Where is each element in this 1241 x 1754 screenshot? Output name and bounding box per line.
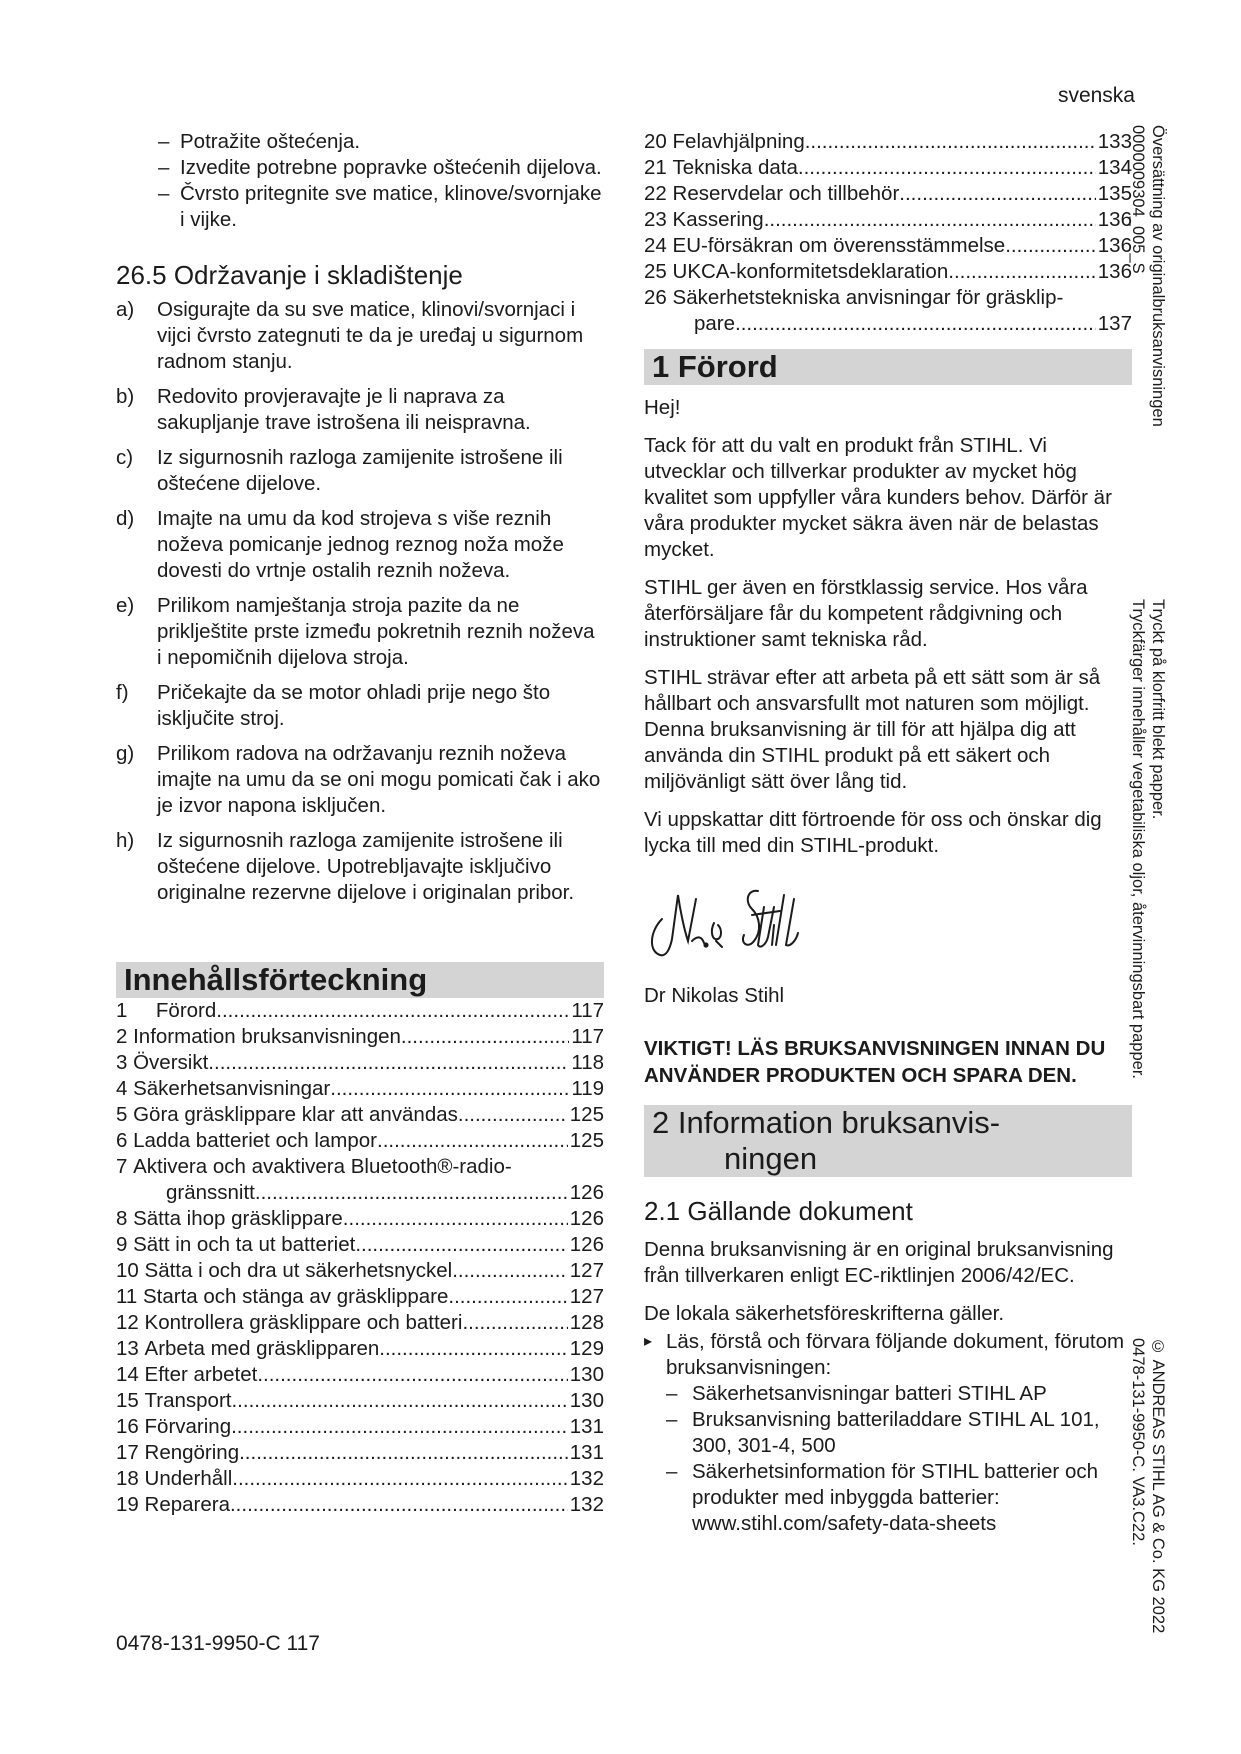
toc-number: 17 [116,1441,139,1464]
item-text: Redovito provjeravajte je li naprava za sakupljanje trave istrošena ili neispravna. [157,385,531,434]
toc-page: 126 [569,1181,604,1204]
info-heading [644,1105,1132,1177]
item-label: b) [116,385,135,408]
paragraph: Tack för att du valt en produkt från STIHL. Vi utvecklar och tillverkar produkter av mycket hög kvalitet som uppfyller våra kunders behov. Därför är våra produkter mycket säkra även när de belastas mycket. [644,434,1112,561]
toc-page: 125 [569,1103,604,1126]
toc-number: 22 [644,182,667,205]
item-text: Iz sigurnosnih razloga zamijenite istrošene ili oštećene dijelove. [157,446,563,495]
toc-number: 10 [116,1259,139,1282]
toc-entry[interactable] [644,259,1132,285]
toc-leader [764,207,1096,233]
toc-entry[interactable] [116,1492,604,1518]
side-note-line: Översättning av originalbruksanvisningen [1149,125,1167,427]
item-label: c) [116,446,134,469]
damage-check-list [116,129,604,233]
toc-title: Reparera [144,1493,230,1516]
toc-page: 131 [569,1441,604,1464]
toc-page: 136 [1097,234,1132,257]
paragraph: De lokala säkerhetsföreskrifterna gäller. [644,1302,1005,1325]
page-footer: 0478-131-9950-C 117 [116,1632,320,1655]
list-item [116,445,604,497]
toc-title: Förord [155,999,217,1022]
item-label: a) [116,298,135,321]
list-item: – Säkerhetsanvisningar batteri STIHL AP [666,1381,1132,1407]
toc-page: 127 [569,1259,604,1282]
toc-leader [462,1310,567,1336]
toc-page: 118 [571,1051,604,1074]
toc-leader [257,1362,567,1388]
toc-title: Information bruksanvisningen [133,1025,401,1048]
toc-entry[interactable] [116,1024,604,1050]
toc-title: Ladda batteriet och lampor [133,1129,377,1152]
toc-title: Efter arbetet [144,1363,258,1386]
toc-leader [208,1050,569,1076]
toc-page: 132 [569,1493,604,1516]
toc-leader [899,181,1096,207]
item-label: d) [116,507,135,530]
page-language: svenska [1057,84,1135,107]
toc-entry[interactable] [644,155,1132,181]
toc-entry-continuation [116,1180,604,1206]
table-of-contents-continued [644,129,1132,337]
toc-title: Felavhjälpning [672,130,805,153]
toc-entry[interactable] [116,1128,604,1154]
toc-number: 26 [644,286,667,309]
list-item: – Čvrsto pritegnite sve matice, klinove/svornjake i vijke. [116,181,604,233]
toc-page: 125 [569,1129,604,1152]
right-column [644,129,1132,1537]
toc-title: Sätta i och dra ut säkerhetsnyckel [144,1259,453,1282]
toc-entry[interactable] [644,207,1132,233]
paragraph: Vi uppskattar ditt förtroende för oss och önskar dig lycka till med din STIHL-produkt. [644,808,1102,857]
toc-entry[interactable] [644,129,1132,155]
toc-entry[interactable] [116,1414,604,1440]
toc-number: 25 [644,260,667,283]
toc-page: 132 [569,1467,604,1490]
toc-entry[interactable] [116,1258,604,1284]
table-of-contents [116,998,604,1518]
list-item [116,593,604,671]
toc-leader [239,1440,568,1466]
toc-number: 16 [116,1415,139,1438]
list-item [116,680,604,732]
toc-leader [343,1206,568,1232]
list-item [116,384,604,436]
info-heading-line: ningen [724,1141,818,1176]
toc-entry[interactable] [116,1310,604,1336]
toc-page: 130 [569,1363,604,1386]
toc-entry[interactable] [116,1440,604,1466]
section-title: 26.5 Održavanje i skladištenje [116,260,463,290]
paragraph: Denna bruksanvisning är en original bruksanvisning från tillverkaren enligt EC-riktlinjen 2006/42/EC. [644,1238,1114,1287]
item-label: f) [116,681,129,704]
toc-entry[interactable] [116,1284,604,1310]
foreword-heading: 1 Förord [644,349,1132,385]
toc-leader [458,1102,568,1128]
toc-number: 21 [644,156,667,179]
toc-leader [377,1128,568,1154]
toc-title: Sätt in och ta ut batteriet [133,1233,356,1256]
signature-image [644,879,1132,969]
toc-number: 2 [116,1025,128,1048]
toc-entry[interactable] [116,1102,604,1128]
documents-list [644,1329,1132,1537]
side-note-line: Tryckt på klorfritt blekt papper. [1149,599,1167,820]
toc-number: 9 [116,1233,128,1256]
toc-title: Översikt [133,1051,209,1074]
toc-number: 14 [116,1363,139,1386]
list-item: – Potražite oštećenja. [116,129,604,155]
warning-text: VIKTIGT! LÄS BRUKSANVISNINGEN INNAN DU ANVÄNDER PRODUKTEN OCH SPARA DEN. [644,1037,1106,1087]
item-label: g) [116,742,135,765]
toc-title: pare [694,312,736,335]
toc-page: 134 [1097,156,1132,179]
toc-title: Aktivera och avaktivera Bluetooth®-radio- [133,1155,512,1178]
side-note-line: © ANDREAS STIHL AG & Co. KG 2022 [1149,1338,1167,1634]
toc-title: UKCA-konformitetsdeklaration [672,260,949,283]
item-text: Imajte na umu da kod strojeva s više reznih noževa pomicanje jednog reznog noža može dovesti do vrtnje ostalih reznih noževa. [157,507,564,582]
toc-number: 19 [116,1493,139,1516]
toc-title: Säkerhetstekniska anvisningar för gräsklip- [672,286,1064,309]
toc-number: 18 [116,1467,139,1490]
toc-page: 117 [571,1025,604,1048]
toc-page: 135 [1097,182,1132,205]
toc-title: Arbeta med gräsklipparen [144,1337,380,1360]
toc-page: 133 [1097,130,1132,153]
list-item: – Säkerhetsinformation för STIHL batterier och produkter med inbyggda batterier: www.stihl.com/safety-data-sheets [666,1459,1132,1537]
subsection-title: 2.1 Gällande dokument [644,1196,913,1226]
info-heading-line: 2 Information bruksanvis- [652,1105,1001,1140]
toc-page: 117 [571,999,604,1022]
toc-title: Starta och stänga av gräsklippare [142,1285,449,1308]
signature-icon [644,879,814,969]
item-label: h) [116,829,135,852]
toc-entry[interactable] [116,1466,604,1492]
item-text: Prilikom namještanja stroja pazite da ne priklještite prste između pokretnih reznih noževa i nepomičnih dijelova stroja. [157,594,595,669]
toc-title: gränssnitt [166,1181,255,1204]
toc-page: 126 [569,1233,604,1256]
toc-entry[interactable] [116,1336,604,1362]
side-note-line: 0000009304_005_S [1129,125,1147,274]
toc-page: 127 [569,1285,604,1308]
toc-page: 137 [1097,312,1132,335]
toc-leader [255,1180,568,1206]
toc-entry[interactable] [116,1076,604,1102]
toc-page: 119 [571,1077,604,1100]
item-label: e) [116,594,135,617]
item-text: Pričekajte da se motor ohladi prije nego što isključite stroj. [157,681,551,730]
toc-title: Reservdelar och tillbehör [672,182,900,205]
toc-number: 11 [116,1285,138,1308]
list-item: – Izvedite potrebne popravke oštećenih dijelova. [116,155,604,181]
side-note-translation [1128,125,1168,427]
toc-number: 6 [116,1129,128,1152]
greeting: Hej! [644,396,681,419]
toc-title: EU-försäkran om överensstämmelse [672,234,1006,257]
item-text: Prilikom radova na održavanju reznih noževa imajte na umu da se oni mogu pomicati čak i ako je izvor napona isključen. [157,742,601,817]
toc-entry[interactable] [116,1050,604,1076]
toc-entry[interactable] [116,1232,604,1258]
toc-entry[interactable] [644,233,1132,259]
item-text: Osigurajte da su sve matice, klinovi/svornjaci i vijci čvrsto zategnuti te da je uređaj u sigurnom radnom stanju. [157,298,584,373]
paragraph: STIHL strävar efter att arbeta på ett sätt som är så hållbart och ansvarsfullt mot naturen som möjligt. Denna bruksanvisning är till för att hjälpa dig att använda din STIHL produkt på ett säkert och miljövänligt sätt över lång tid. [644,666,1101,793]
document-items [666,1381,1132,1537]
toc-page: 130 [569,1389,604,1412]
toc-title: Underhåll [144,1467,233,1490]
toc-entry[interactable] [644,181,1132,207]
toc-number: 5 [116,1103,128,1126]
signer-name: Dr Nikolas Stihl [644,984,785,1007]
side-note-line: Tryckfärger innehåller vegetabiliska oljor, återvinningsbart papper. [1129,599,1147,1079]
toc-leader [798,155,1096,181]
list-item [116,506,604,584]
toc-leader [948,259,1096,285]
toc-entry[interactable] [644,285,1132,337]
side-note-line: 0478-131-9950-C. VA3.C22. [1129,1338,1147,1546]
side-note-copyright [1128,1338,1168,1633]
toc-title: Förvaring [144,1415,232,1438]
toc-number: 24 [644,234,667,257]
side-note-paper [1128,599,1168,1079]
toc-entry[interactable] [116,1388,604,1414]
toc-number: 23 [644,208,667,231]
toc-title: Säkerhetsanvisningar [133,1077,331,1100]
toc-number: 15 [116,1389,139,1412]
toc-leader [230,1492,568,1518]
toc-title: Göra gräsklippare klar att användas [133,1103,458,1126]
bullet-text: Läs, förstå och förvara följande dokument, förutom bruksanvisningen: [666,1330,1125,1379]
toc-title: Kontrollera gräsklippare och batteri [144,1311,463,1334]
toc-page: 128 [569,1311,604,1334]
list-item [116,297,604,375]
toc-leader [805,129,1096,155]
list-item [116,828,604,906]
toc-number: 20 [644,130,667,153]
toc-entry[interactable] [116,1154,604,1206]
toc-page: 136 [1097,208,1132,231]
toc-number: 3 [116,1051,128,1074]
toc-heading: Innehållsförteckning [116,962,604,998]
toc-leader [735,311,1096,337]
toc-leader [448,1284,567,1310]
toc-leader [330,1076,569,1102]
toc-number: 8 [116,1207,128,1230]
toc-page: 136 [1097,260,1132,283]
toc-leader [452,1258,568,1284]
toc-number: 1 [116,999,128,1022]
toc-leader [379,1336,568,1362]
toc-leader [231,1414,568,1440]
toc-leader [216,998,569,1024]
toc-title: Kassering [672,208,764,231]
toc-entry[interactable] [116,1206,604,1232]
toc-number: 7 [116,1155,128,1178]
toc-entry[interactable] [116,998,604,1024]
toc-leader [1005,233,1096,259]
toc-title: Tekniska data [672,156,798,179]
toc-entry[interactable] [116,1362,604,1388]
list-item [644,1329,1132,1537]
paragraph: STIHL ger även en förstklassig service. Hos våra återförsäljare får du kompetent rådgivning och instruktioner samt tekniska råd. [644,576,1088,651]
toc-number: 13 [116,1337,139,1360]
maintenance-steps [116,297,604,906]
toc-page: 126 [569,1207,604,1230]
toc-leader [232,1466,568,1492]
toc-title: Rengöring [144,1441,240,1464]
toc-page: 131 [569,1415,604,1438]
toc-page: 129 [569,1337,604,1360]
item-text: Iz sigurnosnih razloga zamijenite istrošene ili oštećene dijelove. Upotrebljavajte isključivo originalne rezervne dijelove i originalan pribor. [157,829,575,904]
list-item: – Bruksanvisning batteriladdare STIHL AL 101, 300, 301-4, 500 [666,1407,1132,1459]
toc-number: 12 [116,1311,139,1334]
toc-leader [231,1388,567,1414]
list-item [116,741,604,819]
toc-number: 4 [116,1077,128,1100]
left-column [116,129,604,1518]
toc-entry-continuation [644,311,1132,337]
toc-title: Transport [144,1389,232,1412]
toc-leader [355,1232,567,1258]
toc-title: Sätta ihop gräsklippare [133,1207,343,1230]
toc-leader [401,1024,569,1050]
